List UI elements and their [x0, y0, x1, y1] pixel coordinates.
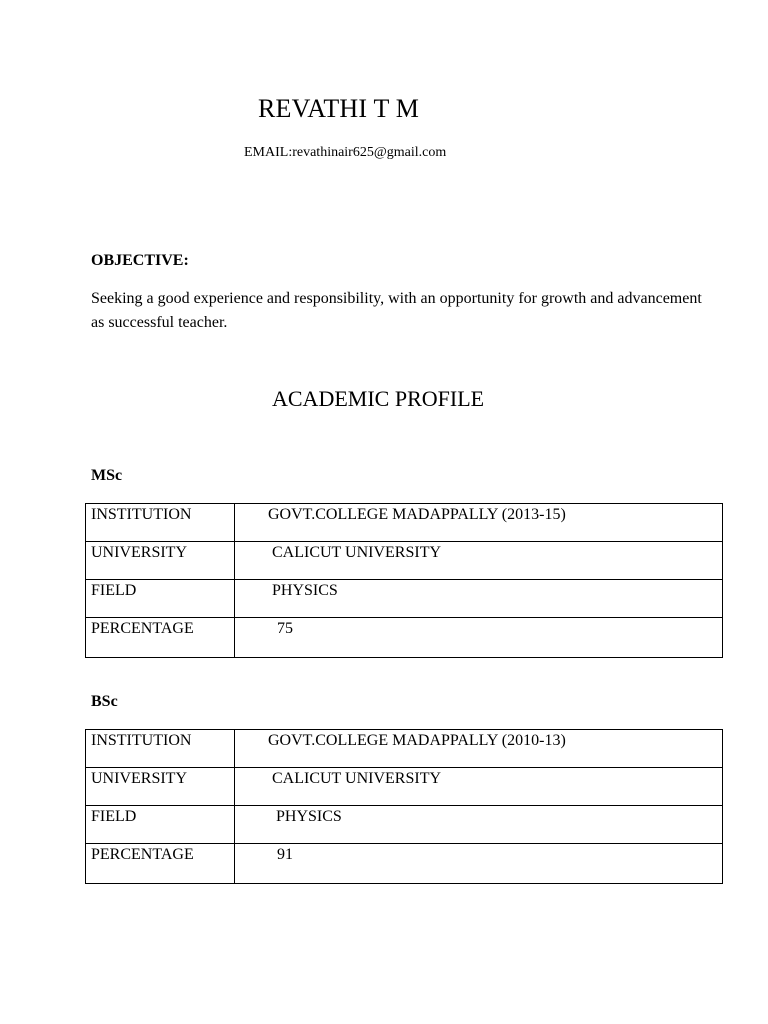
table-row [86, 542, 723, 580]
table-row [86, 806, 723, 844]
table-row [86, 768, 723, 806]
bsc-details-table [85, 729, 723, 884]
row-value: CALICUT UNIVERSITY [235, 768, 723, 806]
row-value: GOVT.COLLEGE MADAPPALLY (2013-15) [235, 504, 723, 542]
row-label: INSTITUTION [86, 730, 235, 768]
row-value: 91 [235, 844, 723, 884]
table-row [86, 844, 723, 884]
row-value: 75 [235, 618, 723, 658]
degree-heading-bsc: BSc [91, 693, 118, 710]
row-value: PHYSICS [235, 580, 723, 618]
row-label: PERCENTAGE [86, 844, 235, 884]
objective-text: Seeking a good experience and responsibility, with an opportunity for growth and advancement as successful teacher. [91, 290, 702, 331]
msc-details-table [85, 503, 723, 658]
table-row [86, 580, 723, 618]
row-label: PERCENTAGE [86, 618, 235, 658]
table-row [86, 730, 723, 768]
table-row [86, 618, 723, 658]
row-label: INSTITUTION [86, 504, 235, 542]
table-row [86, 504, 723, 542]
row-value: GOVT.COLLEGE MADAPPALLY (2010-13) [235, 730, 723, 768]
objective-heading: OBJECTIVE: [91, 252, 189, 269]
row-label: UNIVERSITY [86, 768, 235, 806]
candidate-name: REVATHI T M [258, 94, 420, 123]
row-label: FIELD [86, 806, 235, 844]
email-address: EMAIL:revathinair625@gmail.com [244, 145, 447, 160]
row-label: FIELD [86, 580, 235, 618]
row-value: CALICUT UNIVERSITY [235, 542, 723, 580]
row-value: PHYSICS [235, 806, 723, 844]
row-label: UNIVERSITY [86, 542, 235, 580]
academic-profile-heading: ACADEMIC PROFILE [272, 386, 485, 411]
degree-heading-msc: MSc [91, 467, 123, 484]
